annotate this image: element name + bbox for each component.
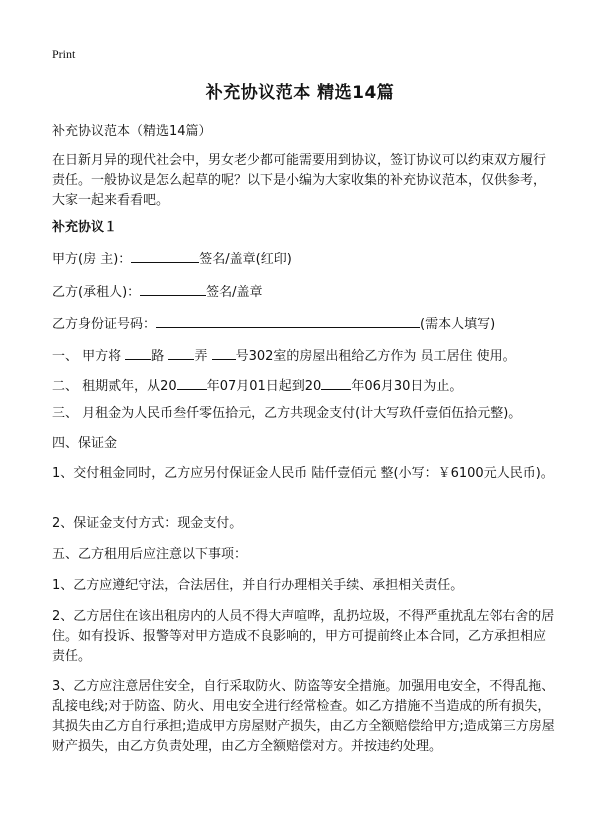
- id-note: (需本人填写): [420, 317, 496, 332]
- clause-1-road: 路: [151, 349, 165, 364]
- party-b-blank[interactable]: [140, 281, 206, 296]
- print-label[interactable]: Print: [52, 47, 76, 61]
- party-a-sign: 签名/盖章(红印): [199, 252, 292, 267]
- clause-1: [52, 345, 558, 367]
- intro-paragraph: 在日新月异的现代社会中，男女老少都可能需要用到协议，签订协议可以约束双方履行责任。一般协议是怎么起草的呢？以下是小编为大家收集的补充协议范本，仅供参考，大家一起来看看吧。: [52, 153, 547, 208]
- clause-2-pre: 二、 租期贰年，从20: [52, 379, 177, 394]
- clause-5: 五、乙方租用后应注意以下事项：: [52, 547, 248, 562]
- clause-5-2: 2、乙方居住在该出租房内的人员不得大声喧哗，乱扔垃圾，不得严重扰乱左邻右舍的居住。如有投诉、报警等对甲方造成不良影响的，甲方可提前终止本合同，乙方承担相应责任。: [52, 609, 555, 664]
- section-heading: 补充协议１: [52, 220, 118, 235]
- clause-2-mid: 年07月01日起到20: [206, 379, 322, 394]
- clause-4-1: 1、交付租金同时，乙方应另付保证金人民币 陆仟壹佰元 整(小写：￥6100元人民币)。: [52, 466, 554, 481]
- clause-2-post: 年06月30日为止。: [351, 379, 463, 394]
- document-title: 补充协议范本 精选14篇: [205, 83, 395, 103]
- clause-2: [52, 375, 558, 397]
- party-b-label: 乙方(承租人)：: [52, 285, 141, 300]
- clause-1-post: 号302室的房屋出租给乙方作为 员工居住 使用。: [235, 349, 516, 364]
- clause-5-3: 3、乙方应注意居住安全，自行采取防火、防盗等安全措施。加强用电安全，不得乱拖、乱接电线;对于防盗、防火、用电安全进行经常检查。如乙方措施不当造成的所有损失，其损失由乙方自行承担;造成甲方房屋财产损失，由乙方全额赔偿给甲方;造成第三方房屋财产损失，由乙方负责处理，由乙方全额赔偿对方。并按违约处理。: [52, 679, 555, 754]
- end-year-blank[interactable]: [321, 375, 351, 390]
- clause-1-pre: 一、 甲方将: [52, 349, 122, 364]
- id-label: 乙方身份证号码：: [52, 317, 157, 332]
- id-line: [52, 313, 558, 335]
- clause-1-lane: 弄: [194, 349, 208, 364]
- start-year-blank[interactable]: [177, 375, 207, 390]
- clause-3: 三、 月租金为人民币叁仟零伍拾元，乙方共现金支付(计大写玖仟壹佰伍拾元整)。: [52, 406, 522, 421]
- party-b-sign: 签名/盖章: [206, 285, 263, 300]
- subtitle: 补充协议范本（精选14篇）: [52, 124, 212, 139]
- clause-4-2: 2、保证金支付方式：现金支付。: [52, 516, 243, 531]
- party-b-line: [52, 281, 558, 303]
- id-blank[interactable]: [156, 313, 420, 328]
- number-blank[interactable]: [212, 345, 236, 360]
- clause-4: 四、保证金: [52, 436, 118, 451]
- party-a-line: [52, 248, 558, 270]
- lane-blank[interactable]: [168, 345, 194, 360]
- party-a-label: 甲方(房 主)：: [52, 252, 132, 267]
- clause-5-1: 1、乙方应遵纪守法，合法居住，并自行办理相关手续、承担相关责任。: [52, 578, 464, 593]
- party-a-blank[interactable]: [131, 248, 199, 263]
- road-blank[interactable]: [125, 345, 151, 360]
